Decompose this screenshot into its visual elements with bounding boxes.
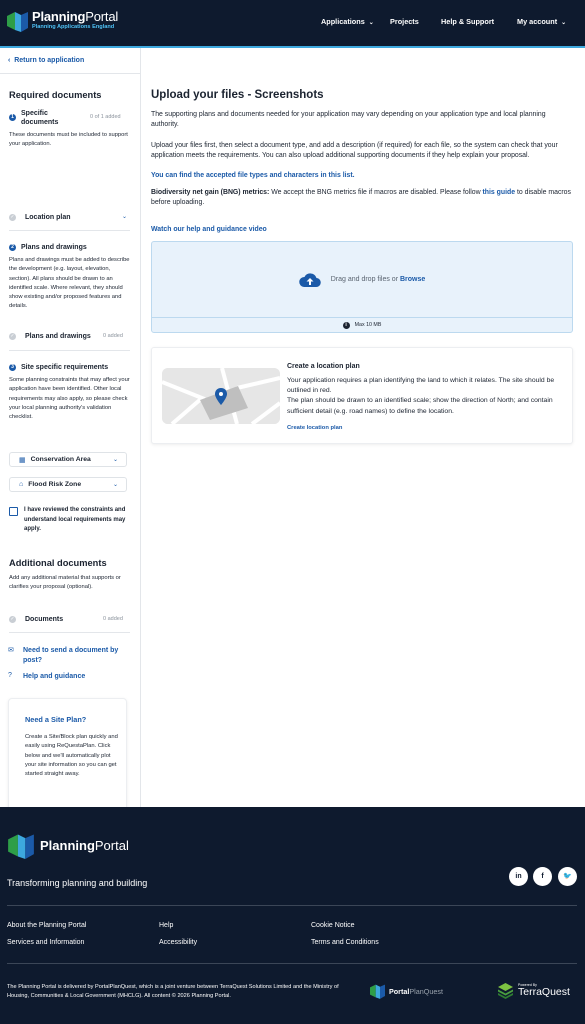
bng-text: Biodiversity net gain (BNG) metrics: We accept the BNG metrics file if macros are disabled. Please follow this guide to disable macros before uploading. xyxy=(151,189,571,207)
facebook-icon[interactable]: f xyxy=(533,867,552,886)
return-to-application-link[interactable]: ‹ Return to application xyxy=(8,57,85,64)
location-plan-card xyxy=(151,347,573,444)
chevron-down-icon: ⌄ xyxy=(112,457,118,463)
info-icon: i xyxy=(343,322,350,329)
nav-help-support[interactable]: Help & Support xyxy=(441,17,495,26)
planning-portal-logo[interactable] xyxy=(7,10,118,32)
watch-video-link[interactable]: Watch our help and guidance video xyxy=(151,226,267,233)
footer-link-about[interactable]: About the Planning Portal xyxy=(7,922,87,929)
chevron-left-icon: ‹ xyxy=(8,57,11,64)
accepted-file-types-link[interactable]: You can find the accepted file types and characters in this list. xyxy=(151,172,355,179)
send-by-post-label: Need to send a document by post? xyxy=(23,647,119,664)
instructions-text: Upload your files first, then select a document type, and add a description (if required) for each file, so the system can check that your application meets the requirements. You can also upload additional supporting documents if they help explain your proposal. xyxy=(151,142,558,160)
additional-documents-description: Add any additional material that supports or clarifies your proposal (optional). xyxy=(9,575,121,591)
divider xyxy=(0,73,141,74)
site-footer xyxy=(0,807,585,1024)
footer-link-services[interactable]: Services and Information xyxy=(7,939,85,946)
page-title: Upload your files - Screenshots xyxy=(151,89,324,101)
divider xyxy=(9,230,130,231)
site-header xyxy=(0,0,585,46)
step-number-1: 1 xyxy=(9,114,16,121)
footer-logo[interactable] xyxy=(8,832,129,859)
location-plan-label: Location plan xyxy=(25,213,71,221)
documents-added-count: 0 added xyxy=(103,616,123,622)
constraint-label: Conservation Area xyxy=(30,456,91,463)
site-specific-description: Some planning constraints that may affect your application have been identified. Other local requirements may also apply, so please check your local planning authority's validation checklist. xyxy=(9,377,130,421)
required-documents-heading: Required documents xyxy=(9,90,102,100)
create-location-plan-link[interactable]: Create location plan xyxy=(287,425,343,431)
dropzone-text: Drag and drop files or Browse xyxy=(330,276,426,283)
question-icon: ? xyxy=(8,672,12,679)
footer-link-terms[interactable]: Terms and Conditions xyxy=(311,939,379,946)
chevron-down-icon: ⌄ xyxy=(368,20,374,26)
specific-documents-description: These documents must be included to support your application. xyxy=(9,132,128,148)
terraquest-name: TerraQuest xyxy=(518,986,570,998)
terraquest-powered-by: Powered By xyxy=(518,982,537,987)
flood-icon: ⌂ xyxy=(19,481,24,488)
sidebar xyxy=(0,48,141,807)
footer-logo-title: PlanningPortal xyxy=(40,838,129,853)
constraints-reviewed-checkbox[interactable] xyxy=(9,507,18,516)
building-icon: ▦ xyxy=(19,456,26,464)
logo-mark-icon xyxy=(7,10,28,32)
nav-projects[interactable]: Projects xyxy=(390,17,419,26)
step-title-specific-documents: Specific documents xyxy=(21,110,59,126)
additional-documents-heading: Additional documents xyxy=(9,558,107,568)
documents-label: Documents xyxy=(25,615,64,623)
plans-added-count: 0 added xyxy=(103,333,123,339)
cloud-upload-icon xyxy=(299,272,321,288)
footer-link-cookie-notice[interactable]: Cookie Notice xyxy=(311,922,355,929)
help-guidance-link[interactable] xyxy=(8,672,133,682)
plans-and-drawings-label: Plans and drawings xyxy=(25,332,91,340)
footer-copyright: The Planning Portal is delivered by PortalPlanQuest, which is a joint venture between TerraQuest Solutions Limited and the Ministry of Housing, Communities & Local Government (MHCLG). All content © 2026 Planning Portal. xyxy=(7,984,339,999)
browse-link[interactable]: Browse xyxy=(399,276,426,283)
location-plan-title: Create a location plan xyxy=(287,363,360,370)
footer-divider xyxy=(7,905,577,906)
portalplanquest-logo: PortalPlanQuest xyxy=(370,983,443,999)
location-plan-item[interactable] xyxy=(9,210,129,224)
logo-title: PlanningPortal xyxy=(32,9,119,24)
nav-my-account[interactable]: My account ⌄ xyxy=(517,17,567,26)
documents-item[interactable] xyxy=(9,612,129,626)
specific-documents-added-count: 0 of 1 added xyxy=(90,114,121,120)
send-by-post-link[interactable] xyxy=(8,646,133,666)
step-title-plans-and-drawings: Plans and drawings xyxy=(21,244,87,251)
footer-link-accessibility[interactable]: Accessibility xyxy=(159,939,198,946)
divider xyxy=(9,350,130,351)
chevron-down-icon: ⌄ xyxy=(121,214,127,220)
footer-tagline: Transforming planning and building xyxy=(7,878,148,888)
logo-mark-icon xyxy=(8,832,34,859)
plans-and-drawings-description: Plans and drawings must be added to describe the development (e.g. layout, elevation, section). All plans should be drawn to an identified scale. Where relevant, they should show existing and/or proposed features and details. xyxy=(9,257,130,310)
constraint-flood-risk-zone[interactable] xyxy=(9,477,127,492)
constraints-reviewed-label[interactable]: I have reviewed the constraints and understand local requirements may apply. xyxy=(24,507,126,533)
chevron-down-icon: ⌄ xyxy=(561,20,567,26)
check-icon: ✓ xyxy=(10,615,15,622)
chevron-down-icon: ⌄ xyxy=(112,482,118,488)
help-guidance-label: Help and guidance xyxy=(23,673,86,680)
check-icon: ✓ xyxy=(10,332,15,339)
map-illustration xyxy=(162,368,280,424)
divider xyxy=(9,632,130,633)
step-title-site-specific: Site specific requirements xyxy=(21,364,109,371)
step-number-2: 2 xyxy=(9,244,16,251)
footer-link-help[interactable]: Help xyxy=(159,922,174,929)
bng-guide-link[interactable]: this guide xyxy=(482,189,516,196)
logo-subtitle: Planning Applications England xyxy=(32,24,115,30)
terraquest-logo xyxy=(497,982,570,999)
check-icon: ✓ xyxy=(10,213,15,220)
constraint-conservation-area[interactable] xyxy=(9,452,127,467)
constraint-label: Flood Risk Zone xyxy=(28,481,82,488)
terraquest-mark-icon xyxy=(497,982,514,999)
envelope-icon: ✉ xyxy=(8,647,14,654)
footer-divider xyxy=(7,963,577,964)
nav-applications[interactable]: Applications ⌄ xyxy=(321,17,374,26)
max-file-size: Max 10 MB xyxy=(354,322,382,328)
site-plan-card-text: Create a Site/Block plan quickly and easily using ReQuestaPlan. Click below and we'll automatically plot your site information so you can get started straight away. xyxy=(25,734,118,778)
linkedin-icon[interactable]: in xyxy=(509,867,528,886)
step-number-3: 3 xyxy=(9,364,16,371)
plans-and-drawings-item[interactable] xyxy=(9,329,129,343)
file-dropzone[interactable] xyxy=(151,241,573,333)
twitter-icon[interactable]: 🐦 xyxy=(558,867,577,886)
map-pin-icon xyxy=(162,368,280,424)
ppq-mark-icon xyxy=(370,983,385,999)
location-plan-text: Your application requires a plan identifying the land to which it relates. The site should be outlined in red. The plan should be drawn to an identified scale; show the direction of North; and contain sufficient detail (e.g. road names) to define the location. xyxy=(287,377,555,415)
intro-text: The supporting plans and documents needed for your application may vary depending on your application type and local planning authority. xyxy=(151,111,546,129)
site-plan-card-title: Need a Site Plan? xyxy=(25,715,87,724)
